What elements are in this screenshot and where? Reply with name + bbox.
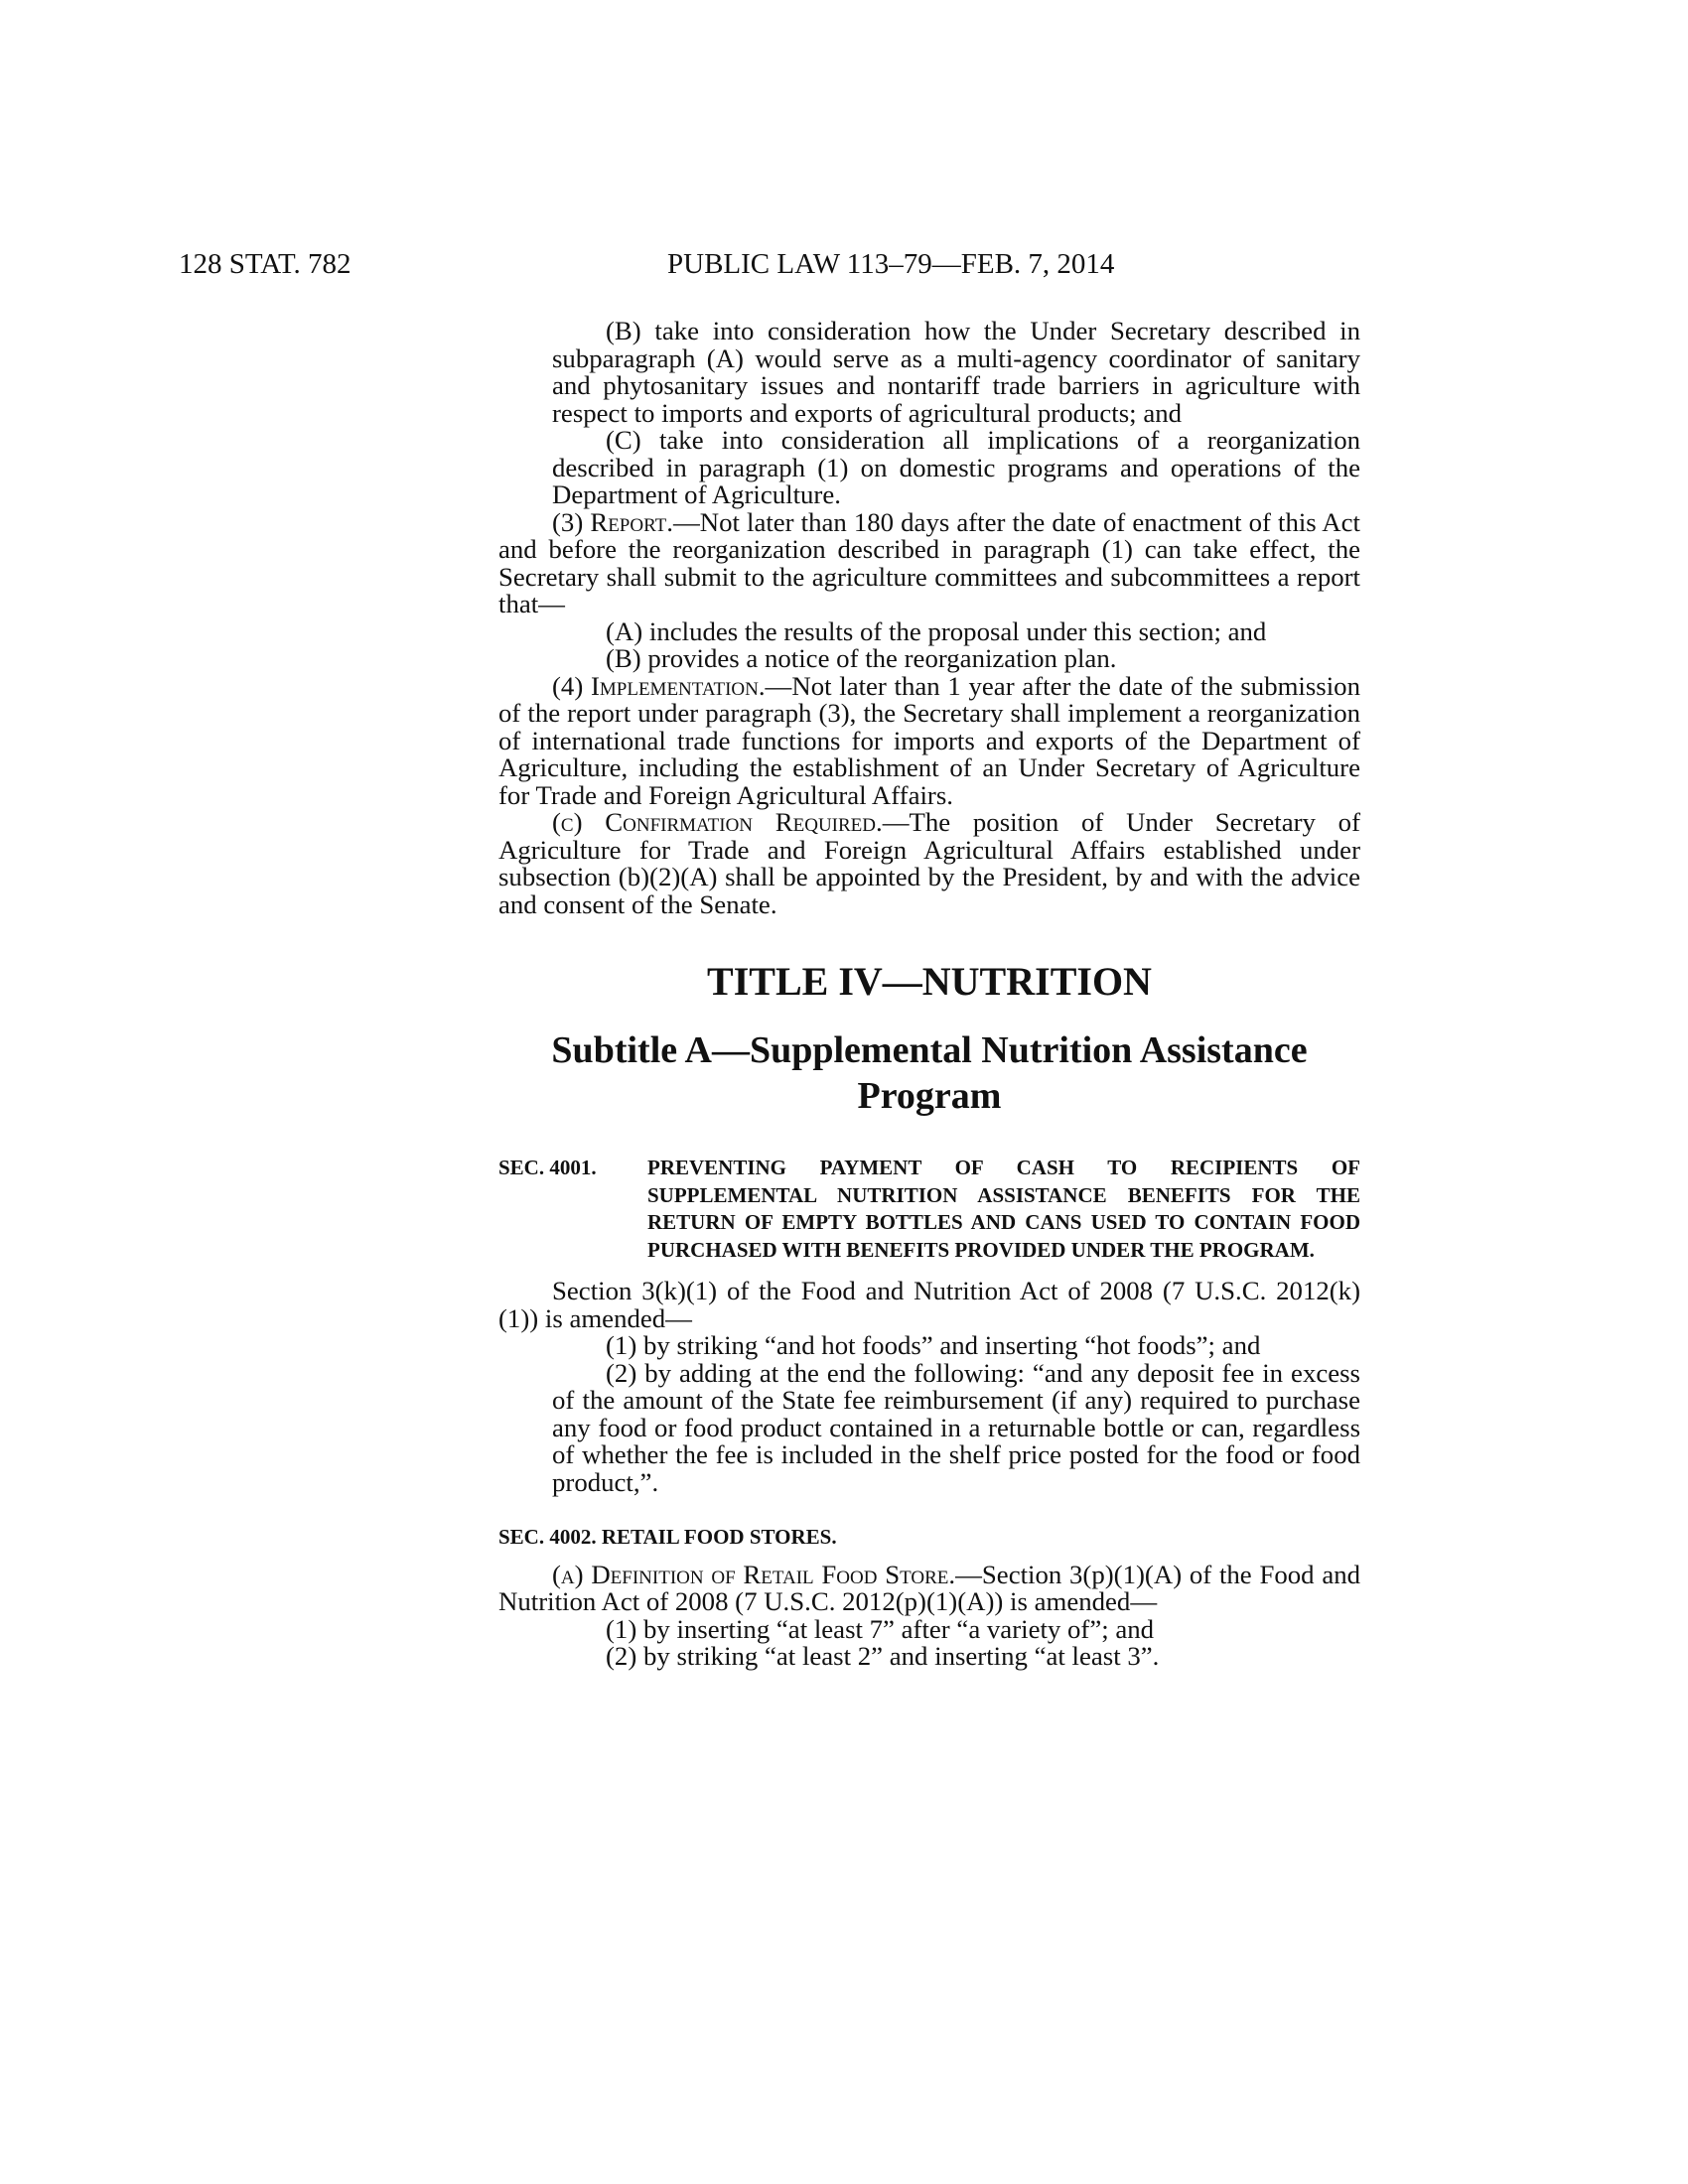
section-4002-subsection-a <box>498 1559 1361 1616</box>
paragraph-3 <box>498 506 1360 618</box>
paragraph-4 <box>498 670 1360 810</box>
paragraph-3-heading: (3) Report. <box>552 506 673 537</box>
section-4002-item-1: (1) by inserting “at least 7” after “a variety of”; and <box>606 1613 1155 1644</box>
section-4002-heading: SEC. 4002. RETAIL FOOD STORES. <box>498 1525 837 1549</box>
section-4001-item-2: (2) by adding at the end the following: “and any deposit fee in excess of the amount of the State fee reimbursement (if any) required to purchase any food or food product contained in a returnable bottle or can, regardless of whether the fee is included in the shelf price posted for the food or food product,”. <box>552 1357 1360 1497</box>
paragraph-b: (B) take into consideration how the Under Secretary described in subparagraph (A) would serve as a multi-agency coordinator of sanitary and phytosanitary issues and nontariff trade barriers in agriculture with respect to imports and exports of agricultural products; and <box>552 316 1360 428</box>
running-header: PUBLIC LAW 113–79—FEB. 7, 2014 <box>667 248 1115 280</box>
paragraph-3a: (A) includes the results of the proposal under this section; and <box>606 615 1267 646</box>
document-body <box>498 318 1360 1671</box>
section-4001-intro: Section 3(k)(1) of the Food and Nutrition Act of 2008 (7 U.S.C. 2012(k)(1)) is amended— <box>498 1276 1360 1333</box>
section-4001-heading <box>498 1155 1360 1264</box>
subsection-c-text: —The position of Under Secretary of Agriculture for Trade and Foreign Agricultural Affairs established under subsection (b)(2)(A) shall be appointed by the President, by and with the advice and consent of the Senate. <box>498 807 1360 919</box>
paragraph-4-heading: (4) Implementation. <box>552 670 766 701</box>
section-4001-title: PREVENTING PAYMENT OF CASH TO RECIPIENTS OF SUPPLEMENTAL NUTRITION ASSISTANCE BENEFITS FOR THE RETURN OF EMPTY BOTTLES AND CANS USED TO CONTAIN FOOD PURCHASED WITH BENEFITS PROVIDED UNDER THE PROGRAM. <box>647 1156 1360 1262</box>
section-4002-a-text: —Section 3(p)(1)(A) of the Food and Nutrition Act of 2008 (7 U.S.C. 2012(p)(1)(A)) is amended— <box>498 1559 1361 1616</box>
section-4002-a-heading: (a) Definition of Retail Food Store. <box>552 1559 956 1589</box>
subtitle-heading: Subtitle A—Supplemental Nutrition Assistance Program <box>551 1029 1308 1117</box>
title-heading: TITLE IV—NUTRITION <box>707 959 1152 1004</box>
stat-page-number: 128 STAT. 782 <box>179 248 352 280</box>
section-4001-item-1: (1) by striking “and hot foods” and inserting “hot foods”; and <box>606 1330 1261 1360</box>
paragraph-3-text: —Not later than 180 days after the date of enactment of this Act and before the reorganization described in paragraph (1) can take effect, the Secretary shall submit to the agriculture committees and subcommittees a report that— <box>498 506 1360 618</box>
subsection-c <box>498 809 1360 918</box>
paragraph-4-text: —Not later than 1 year after the date of the submission of the report under paragraph (3), the Secretary shall implement a reorganization of international trade functions for imports and exports of the Department of Agriculture, including the establishment of an Under Secretary of Agriculture for Trade and Foreign Agricultural Affairs. <box>498 670 1360 810</box>
section-4001-number: SEC. 4001. <box>498 1156 597 1179</box>
paragraph-c: (C) take into consideration all implications of a reorganization described in paragraph (1) on domestic programs and operations of the Department of Agriculture. <box>552 425 1360 509</box>
subsection-c-heading: (c) Confirmation Required. <box>552 807 883 837</box>
section-4002-item-2: (2) by striking “at least 2” and inserting “at least 3”. <box>606 1641 1160 1671</box>
paragraph-3b: (B) provides a notice of the reorganization plan. <box>606 643 1117 673</box>
